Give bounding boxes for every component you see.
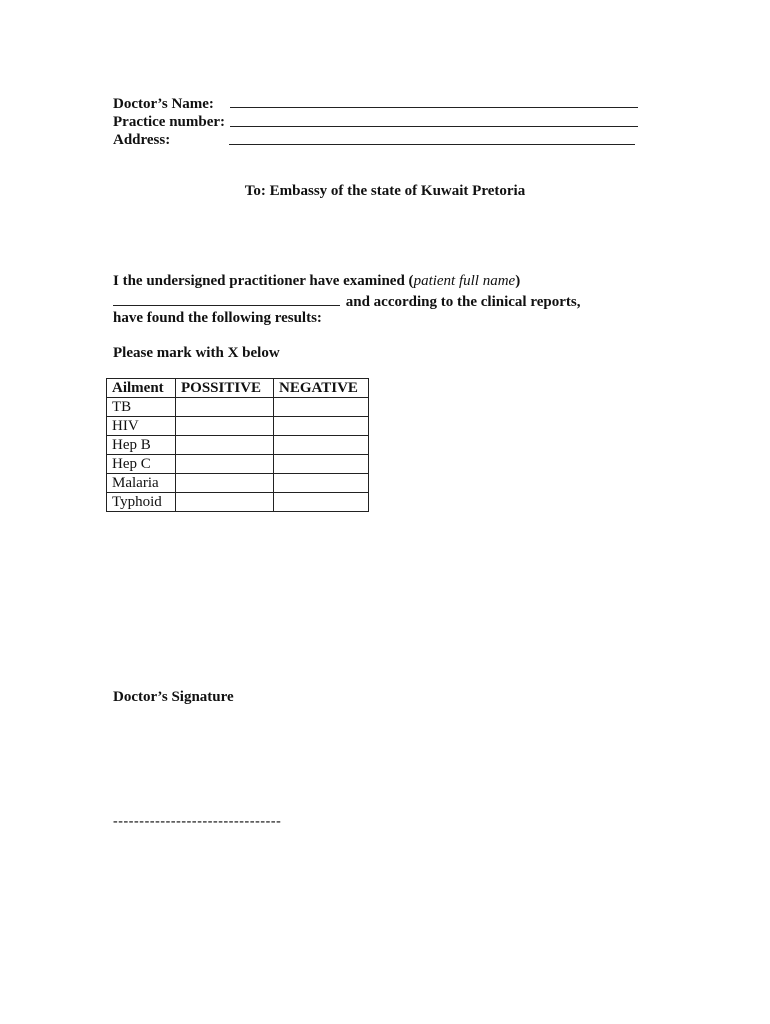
declaration-line-2 bbox=[113, 291, 580, 311]
negative-cell[interactable] bbox=[274, 417, 369, 436]
table-row bbox=[107, 398, 369, 417]
header-negative: NEGATIVE bbox=[274, 379, 369, 398]
doctor-name-label: Doctor’s Name: bbox=[113, 96, 214, 112]
positive-cell[interactable] bbox=[176, 417, 274, 436]
negative-cell[interactable] bbox=[274, 474, 369, 493]
positive-cell[interactable] bbox=[176, 474, 274, 493]
negative-cell[interactable] bbox=[274, 398, 369, 417]
positive-cell[interactable] bbox=[176, 455, 274, 474]
table-header-row bbox=[107, 379, 369, 398]
declaration-text-2: and according to the clinical reports, bbox=[342, 294, 581, 310]
recipient-line: To: Embassy of the state of Kuwait Pretoria bbox=[244, 183, 526, 199]
declaration-line-3: have found the following results: bbox=[113, 310, 322, 326]
declaration-close-paren: ) bbox=[515, 273, 521, 289]
positive-cell[interactable] bbox=[176, 398, 274, 417]
declaration-text-1: I the undersigned practitioner have examined ( bbox=[113, 273, 414, 289]
patient-name-field[interactable] bbox=[113, 291, 340, 306]
address-label: Address: bbox=[113, 132, 171, 148]
practice-number-label: Practice number: bbox=[113, 114, 226, 130]
practice-number-field[interactable] bbox=[230, 126, 638, 127]
ailment-name: HIV bbox=[107, 417, 176, 436]
ailment-name: Hep B bbox=[107, 436, 176, 455]
negative-cell[interactable] bbox=[274, 455, 369, 474]
table-row bbox=[107, 436, 369, 455]
table-row bbox=[107, 474, 369, 493]
positive-cell[interactable] bbox=[176, 436, 274, 455]
address-field[interactable] bbox=[229, 144, 635, 145]
negative-cell[interactable] bbox=[274, 436, 369, 455]
results-table bbox=[106, 378, 369, 512]
doctor-name-field[interactable] bbox=[230, 107, 638, 108]
positive-cell[interactable] bbox=[176, 493, 274, 512]
ailment-name: Typhoid bbox=[107, 493, 176, 512]
ailment-name: Malaria bbox=[107, 474, 176, 493]
table-row bbox=[107, 493, 369, 512]
ailment-name: Hep C bbox=[107, 455, 176, 474]
patient-name-placeholder: patient full name bbox=[413, 273, 516, 289]
ailment-name: TB bbox=[107, 398, 176, 417]
header-ailment: Ailment bbox=[107, 379, 176, 398]
signature-label: Doctor’s Signature bbox=[113, 689, 234, 705]
instruction-text: Please mark with X below bbox=[113, 345, 280, 361]
header-positive: POSSITIVE bbox=[176, 379, 274, 398]
table-row bbox=[107, 455, 369, 474]
signature-line[interactable]: -------------------------------- bbox=[113, 814, 282, 829]
table-row bbox=[107, 417, 369, 436]
negative-cell[interactable] bbox=[274, 493, 369, 512]
declaration-line-1 bbox=[113, 272, 520, 290]
